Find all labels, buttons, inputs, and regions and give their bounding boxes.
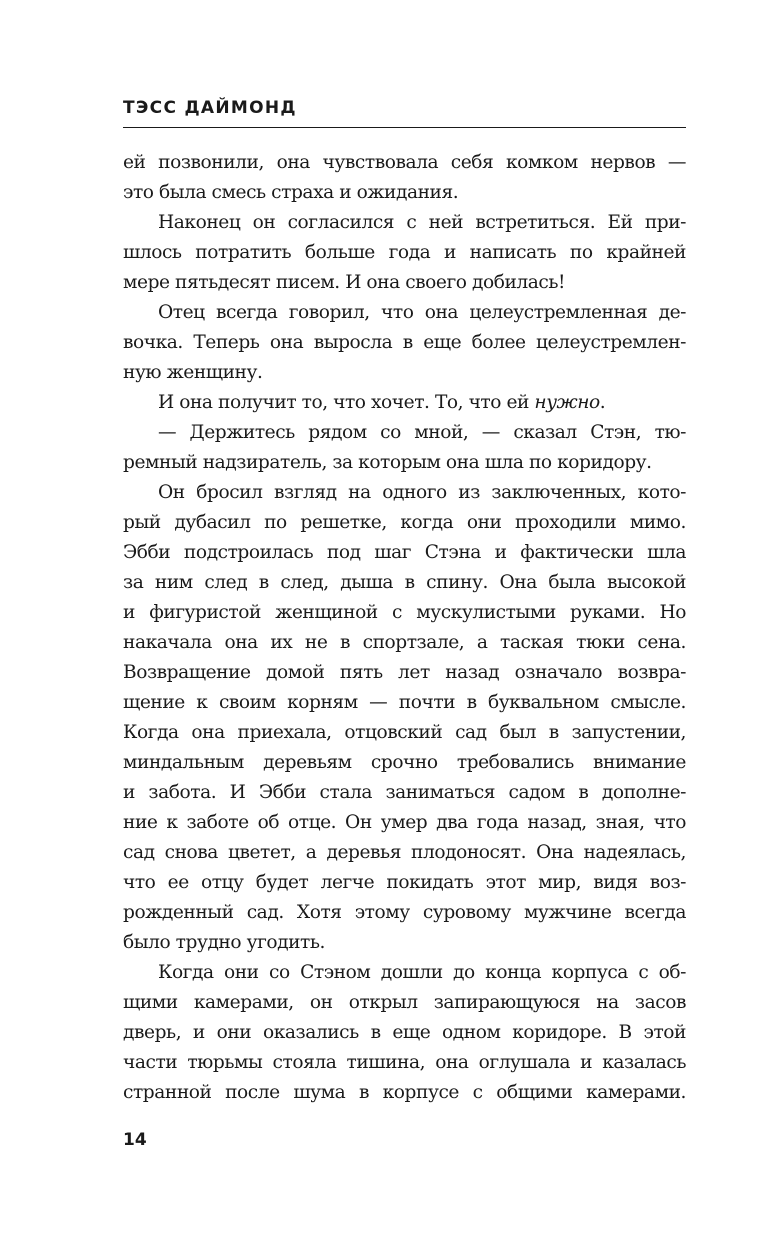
text-line: шлось потратить больше года и написать по крайней	[123, 242, 686, 263]
text-line: странной после шума в корпусе с общими камерами.	[123, 1082, 686, 1103]
text-line: Возвращение домой пять лет назад означало возвра-	[123, 662, 686, 683]
header-rule	[123, 127, 686, 128]
text-line: ние к заботе об отце. Он умер два года назад, зная, что	[123, 812, 686, 833]
text-line: ей позвонили, она чувствовала себя комком нервов —	[123, 152, 686, 173]
text-line: вочка. Теперь она выросла в еще более целеустремлен-	[123, 332, 686, 353]
text-line: рый дубасил по решетке, когда они проходили мимо.	[123, 512, 686, 533]
text-line: накачала она их не в спортзале, а таская тюки сена.	[123, 632, 686, 653]
text-line: Отец всегда говорил, что она целеустремленная де-	[158, 302, 686, 323]
text-line: мере пятьдесят писем. И она своего добилась!	[123, 272, 566, 293]
text-line: это была смесь страха и ожидания.	[123, 182, 459, 203]
text-line: за ним след в след, дыша в спину. Она была высокой	[123, 572, 686, 593]
text-line: Наконец он согласился с ней встретиться. Ей при-	[158, 212, 686, 233]
text-line: щими камерами, он открыл запирающуюся на засов	[123, 992, 686, 1013]
text-line: Когда они со Стэном дошли до конца корпуса с об-	[158, 962, 686, 983]
text-line-emphasis: нужно	[534, 392, 600, 413]
running-head-author: ТЭСС ДАЙМОНД	[123, 98, 297, 118]
text-line: и забота. И Эбби стала заниматься садом в дополне-	[123, 782, 686, 803]
text-line: сад снова цветет, а деревья плодоносят. Она надеялась,	[123, 842, 686, 863]
text-line: Когда она приехала, отцовский сад был в запустении,	[123, 722, 686, 743]
text-line: что ее отцу будет легче покидать этот мир, видя воз-	[123, 872, 686, 893]
page-number: 14	[123, 1130, 147, 1150]
text-line-part: И она получит то, что хочет. То, что ей	[158, 392, 535, 413]
text-line: Эбби подстроилась под шаг Стэна и фактически шла	[123, 542, 686, 563]
text-line: ную женщину.	[123, 362, 263, 383]
text-line: — Держитесь рядом со мной, — сказал Стэн, тю-	[158, 422, 686, 443]
text-line: рожденный сад. Хотя этому суровому мужчине всегда	[123, 902, 686, 923]
text-line: миндальным деревьям срочно требовались внимание	[123, 752, 686, 773]
text-line: части тюрьмы стояла тишина, она оглушала и казалась	[123, 1052, 686, 1073]
text-line: дверь, и они оказались в еще одном коридоре. В этой	[123, 1022, 686, 1043]
text-line: и фигуристой женщиной с мускулистыми руками. Но	[123, 602, 686, 623]
body-text	[123, 148, 686, 1108]
text-line-part: .	[599, 392, 606, 413]
text-line: Он бросил взгляд на одного из заключенных, кото-	[158, 482, 686, 503]
text-line: было трудно угодить.	[123, 932, 326, 953]
text-line: ремный надзиратель, за которым она шла по коридору.	[123, 452, 652, 473]
text-line: щение к своим корням — почти в буквальном смысле.	[123, 692, 686, 713]
text-line	[123, 388, 686, 418]
